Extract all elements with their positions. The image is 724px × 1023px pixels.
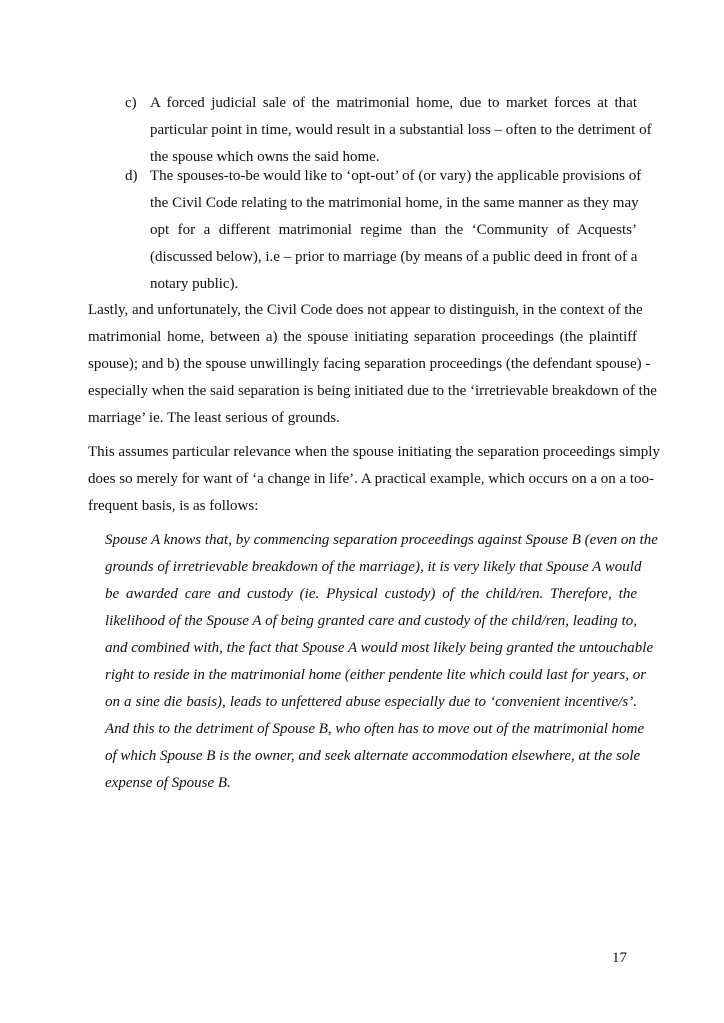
para1-line-5: marriage’ ie. The least serious of grounds. (88, 410, 340, 426)
para2-line-3: frequent basis, is as follows: (88, 498, 259, 514)
list-label-c: c) (125, 95, 137, 111)
example-line-9: of which Spouse B is the owner, and seek alternate accommodation elsewhere, at the sole (105, 748, 641, 764)
para2-line-1: This assumes particular relevance when the spouse initiating the separation proceedings simply (88, 444, 660, 460)
example-line-5: and combined with, the fact that Spouse A would most likely being granted the untouchable (105, 640, 654, 656)
list-c-line-2: particular point in time, would result in a substantial loss – often to the detriment of (150, 122, 652, 138)
para1-line-3: spouse); and b) the spouse unwillingly facing separation proceedings (the defendant spouse) - (88, 356, 651, 372)
para2-line-2: does so merely for want of ‘a change in life’. A practical example, which occurs on a on a too- (88, 471, 655, 487)
para1-line-1: Lastly, and unfortunately, the Civil Code does not appear to distinguish, in the context of the (88, 302, 643, 318)
example-line-2: grounds of irretrievable breakdown of the marriage), it is very likely that Spouse A would (105, 559, 642, 575)
example-line-4: likelihood of the Spouse A of being granted care and custody of the child/ren, leading to, (105, 613, 637, 629)
list-d-line-3: opt for a different matrimonial regime than the ‘Community of Acquests’ (150, 222, 637, 238)
list-c-line-1: A forced judicial sale of the matrimonial home, due to market forces at that (150, 95, 637, 111)
list-d-line-4: (discussed below), i.e – prior to marriage (by means of a public deed in front of a (150, 249, 638, 265)
example-line-8: And this to the detriment of Spouse B, who often has to move out of the matrimonial home (105, 721, 645, 737)
example-line-6: right to reside in the matrimonial home (either pendente lite which could last for years, or (105, 667, 647, 683)
example-line-10: expense of Spouse B. (105, 775, 231, 791)
para1-line-4: especially when the said separation is being initiated due to the ‘irretrievable breakdown of the (88, 383, 657, 399)
list-c-line-3: the spouse which owns the said home. (150, 149, 380, 165)
list-label-d: d) (125, 168, 138, 184)
list-d-line-2: the Civil Code relating to the matrimonial home, in the same manner as they may (150, 195, 639, 211)
list-d-line-1: The spouses-to-be would like to ‘opt-out’ of (or vary) the applicable provisions of (150, 168, 642, 184)
example-line-3: be awarded care and custody (ie. Physical custody) of the child/ren. Therefore, the (105, 586, 637, 602)
list-d-line-5: notary public). (150, 276, 239, 292)
para1-line-2: matrimonial home, between a) the spouse initiating separation proceedings (the plaintiff (88, 329, 637, 345)
example-line-7: on a sine die basis), leads to unfettered abuse especially due to ‘convenient incentive/s’. (105, 694, 637, 710)
page-number: 17 (612, 950, 627, 966)
example-line-1: Spouse A knows that, by commencing separation proceedings against Spouse B (even on the (105, 532, 658, 548)
